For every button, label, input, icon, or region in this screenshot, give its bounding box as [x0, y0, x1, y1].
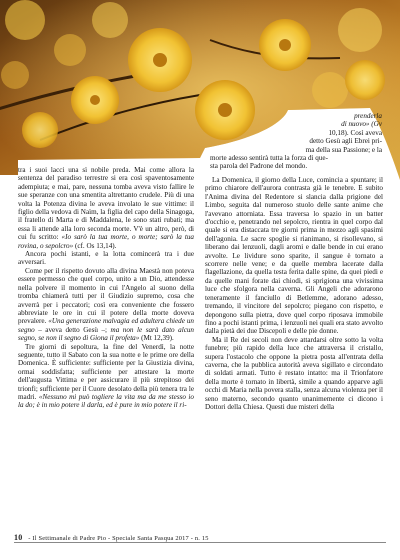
flower-6 [345, 60, 385, 100]
line: prenderla [354, 112, 382, 120]
paragraph: Ancora pochi istanti, e la lotta comincerà tra i due avversari. [18, 250, 194, 267]
line: morte adesso sentirà tutta la forza di que- [210, 154, 328, 163]
flower-4 [71, 76, 119, 124]
running-head: - Il Settimanale di Padre Pio - Speciale Santa Pasqua 2017 - n. 15 [28, 535, 209, 542]
line: sta parola del Padrone del mondo. [210, 162, 308, 171]
flower-1 [128, 28, 192, 92]
paragraph: Come per il rispetto dovuto alla divina Maestà non poteva essere permesso che quel corpo, unito a un Dio, attendesse nella polvere il momento in cui l'Angelo al suono della tromba chiamerà tutti per il Giudizio supremo, cosa che avverrà per i peccatori; così era conveniente che fossero abbreviate le ore in cui il potere della morte doveva prevalere. «Una generazione malvagia ed adultera chiede un segno – aveva detto Gesù –; ma non le sarà dato alcun segno, se non il segno di Giona il profeta» (Mt 12,39). [18, 266, 195, 343]
left-column [18, 166, 194, 410]
paragraph: La Domenica, il giorno della Luce, comincia a spuntare; il primo chiarore dell'aurora contrasta già le tenebre. E subito l'Anima divina del Redentore si slancia dalla prigione del Limbo, seguita dal numeroso stuolo delle sante anime che l'avevano attorniata. Essa traversa lo spazio in un batter d'occhio e, penetrando nel sepolcro, rientra in quel corpo dal quale si era distaccata tre giorni prima in mezzo agli spasimi dell'agonia. Le sacre spoglie si rianimano, si risollevano, si liberano dai lenzuoli, dagli aromi e dalle bende in cui erano avvolte. Le lividure sono sparite, il sangue è tornato a scorrere nelle vene; e da quelle membra lacerate dalla flagellazione, da quella testa ferita dalle spine, da quei piedi e da quelle mani forate dai chiodi, si sprigiona una vivissima luce che sfolgora nella caverna. Gli Angeli che adorarono teneramente il fanciullo di Betlemme, adorano adesso, tremando, il vincitore del sepolcro; piegano con rispetto, e depongono sulla pietra, dove quel corpo riposava immobile fino a pochi istanti prima, i lenzuoli nei quali era stato avvolto dalla pietà dei due Discepoli e delle pie donne. [205, 176, 383, 336]
paragraph: Tre giorni di sepoltura, la fine del Venerdì, la notte seguente, tutto il Sabato con la sua notte e le prime ore della Domenica. È sufficiente: sufficiente per la Giustizia divina, ormai soddisfatta; sufficiente per attestare la morte dell'augusta Vittima e per assicurare il più strepitoso dei trionfi; sufficiente per il Cuore desolato della più tenera tra le madri. «Nessuno mi può togliere la vita ma da me stesso io la do; è in mio potere il darla, ed è pure in mio potere il ri- [18, 342, 194, 410]
flower-3 [259, 19, 311, 71]
line: detto Gesù agli Ebrei pri- [309, 137, 382, 146]
flower-2 [195, 80, 255, 140]
paragraph: Ma il Re dei secoli non deve attardarsi oltre sotto la volta funebre; più rapido della luce che attraversa il cristallo, supera l'ostacolo che oppone la pietra posta all'entrata della caverna, che la pubblica autorità aveva sigillato e circondato di soldati armati. Tutto è restato intatto: ma il Trionfatore della morte è tornato in libertà, simile a quando apparve agli occhi di Maria nella povera stalla, senza alcuna violenza per il seno materno, secondo quanto unanimemente ci dicono i Dottori della Chiesa. Questi due misteri della [205, 335, 383, 411]
line: di nuovo» (Gv [341, 120, 382, 129]
right-column [205, 176, 383, 411]
paragraph: tra i suoi lacci una sì nobile preda. Mai come allora la sentenza del paradiso terrestre si era così spaventosamente adempiuta; e mai, pare, nessuna tomba aveva visto fallire le sue speranze con una smentita altrettanto crudele. Più di una volta la Potenza divina le aveva involato le sue vittime: il figlio della vedova di Naìm, la figlia del capo della Sinagoga, il fratello di Marta e di Maddalena, le sono stati rubati; ma essa li attende alla loro seconda morte. V'è un altro, però, di cui fu scritto: «Io sarò la tua morte, o morte; sarò la tua rovina, o sepolcro» (cf. Os 13,14). [18, 166, 194, 250]
top-right-text [210, 112, 382, 171]
line: ma della sua Passione; e la [305, 145, 382, 154]
footer-rule [14, 542, 386, 543]
line: 10,18). Così aveva [328, 128, 382, 137]
page-number: 10 [14, 533, 23, 542]
flower-5 [22, 112, 58, 148]
